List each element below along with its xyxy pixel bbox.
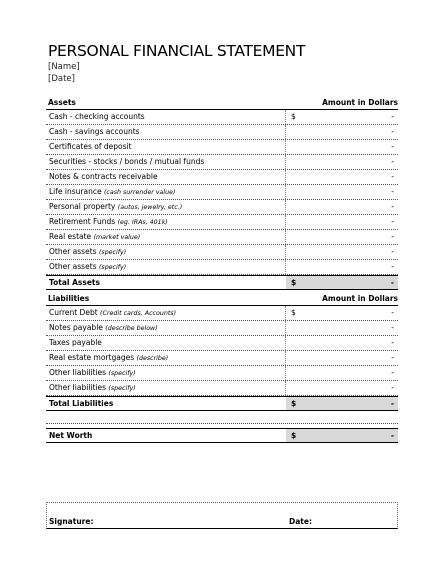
assets-row-label (46, 170, 286, 184)
row-label-text: Other liabilities (49, 383, 107, 392)
row-label-note: (eg. IRAs, 401k) (117, 219, 168, 226)
amount-cell[interactable]: - (391, 112, 394, 121)
liabilities-row (46, 381, 398, 396)
liabilities-row-label (46, 321, 286, 335)
amount-cell[interactable]: - (391, 202, 394, 211)
assets-row-label (46, 245, 286, 259)
row-label-note: (specify) (108, 385, 136, 392)
row-label-text: Taxes payable (49, 338, 102, 347)
assets-row (46, 140, 398, 155)
amount-cell[interactable]: - (391, 187, 394, 196)
assets-row (46, 215, 398, 230)
row-label-note: (cash surrender value) (103, 189, 176, 196)
total-liabilities-currency: $ (291, 399, 297, 408)
assets-row-label (46, 215, 286, 229)
amount-cell[interactable]: - (391, 232, 394, 241)
net-worth-amount[interactable]: - (390, 431, 394, 440)
total-assets-label: Total Assets (49, 278, 100, 287)
row-label-note: (specify) (108, 370, 136, 377)
assets-row (46, 155, 398, 170)
row-label-text: Notes & contracts receivable (49, 172, 158, 181)
liabilities-row-label (46, 336, 286, 350)
assets-row (46, 245, 398, 260)
liabilities-rows (46, 306, 398, 396)
assets-row-label (46, 185, 286, 199)
liabilities-row (46, 366, 398, 381)
total-shading (286, 429, 398, 442)
row-label-text: Real estate (49, 232, 92, 241)
liabilities-row-label (46, 306, 286, 320)
liabilities-row (46, 336, 398, 351)
row-label-text: Real estate mortgages (49, 353, 135, 362)
name-field[interactable]: [Name] (48, 62, 80, 72)
total-shading (286, 397, 398, 410)
net-worth-currency: $ (291, 431, 297, 440)
assets-heading: Assets (48, 98, 76, 107)
row-label-text: Personal property (49, 202, 116, 211)
row-label-text: Other assets (49, 247, 97, 256)
amount-cell[interactable]: - (391, 353, 394, 362)
assets-row (46, 170, 398, 185)
liabilities-row-label (46, 381, 286, 395)
row-label-text: Certificates of deposit (49, 142, 132, 151)
signature-box[interactable] (46, 502, 398, 529)
assets-row-label (46, 260, 286, 274)
assets-row (46, 125, 398, 140)
amount-cell[interactable]: - (391, 217, 394, 226)
assets-amount-heading: Amount in Dollars (322, 98, 398, 107)
assets-row (46, 260, 398, 275)
amount-cell[interactable]: - (391, 323, 394, 332)
row-label-note: (specify) (98, 249, 127, 256)
row-label-note: (Credit cards, Accounts) (100, 310, 177, 317)
net-worth-row (46, 428, 398, 443)
assets-row-label (46, 110, 286, 124)
assets-row-label (46, 200, 286, 214)
row-label-text: Other assets (49, 262, 97, 271)
total-assets-currency: $ (291, 278, 297, 287)
amount-cell[interactable]: - (391, 383, 394, 392)
liabilities-row (46, 306, 398, 321)
amount-cell[interactable]: - (391, 262, 394, 271)
assets-rows (46, 110, 398, 275)
amount-cell[interactable]: - (391, 127, 394, 136)
assets-row-label (46, 140, 286, 154)
liabilities-section (46, 294, 398, 443)
spacer-row (46, 411, 398, 424)
row-label-text: Cash - checking accounts (49, 112, 145, 121)
signature-date-label: Date: (289, 517, 312, 526)
liabilities-row (46, 351, 398, 366)
total-liabilities-amount[interactable]: - (390, 399, 394, 408)
row-label-text: Notes payable (49, 323, 103, 332)
amount-cell[interactable]: - (391, 338, 394, 347)
assets-section (46, 98, 398, 290)
assets-header (46, 98, 398, 110)
row-label-note: (specify) (98, 264, 127, 271)
row-label-text: Current Debt (49, 308, 98, 317)
liabilities-heading: Liabilities (48, 294, 90, 303)
row-label-text: Securities - stocks / bonds / mutual funds (49, 157, 205, 166)
signature-label: Signature: (49, 517, 94, 526)
assets-row (46, 110, 398, 125)
row-label-text: Other liabilities (49, 368, 107, 377)
assets-row (46, 185, 398, 200)
date-field[interactable]: [Date] (48, 74, 75, 84)
assets-row (46, 200, 398, 215)
page-title: PERSONAL FINANCIAL STATEMENT (48, 42, 306, 60)
row-label-text: Retirement Funds (49, 217, 116, 226)
total-liabilities-row (46, 396, 398, 411)
net-worth-label: Net Worth (49, 431, 93, 440)
amount-cell[interactable]: - (391, 308, 394, 317)
total-liabilities-label: Total Liabilities (49, 399, 114, 408)
amount-cell[interactable]: - (391, 247, 394, 256)
liabilities-row-label (46, 351, 286, 365)
liabilities-amount-heading: Amount in Dollars (322, 294, 398, 303)
total-assets-amount[interactable]: - (390, 278, 394, 287)
amount-cell[interactable]: - (391, 142, 394, 151)
liabilities-row (46, 321, 398, 336)
currency-symbol: $ (291, 112, 296, 121)
row-label-note: (describe below) (105, 325, 158, 332)
currency-symbol: $ (291, 308, 296, 317)
row-label-note: (describe) (136, 355, 169, 362)
amount-cell[interactable]: - (391, 368, 394, 377)
row-label-text: Cash - savings accounts (49, 127, 140, 136)
total-shading (286, 276, 398, 289)
row-label-note: (autos, jewelry, etc.) (117, 204, 183, 211)
assets-row (46, 230, 398, 245)
row-label-note: (market value) (93, 234, 141, 241)
amount-cell[interactable]: - (391, 157, 394, 166)
assets-row-label (46, 125, 286, 139)
liabilities-row-label (46, 366, 286, 380)
amount-cell[interactable]: - (391, 172, 394, 181)
assets-row-label (46, 155, 286, 169)
row-label-text: Life insurance (49, 187, 102, 196)
total-assets-row (46, 275, 398, 290)
assets-row-label (46, 230, 286, 244)
liabilities-header (46, 294, 398, 306)
